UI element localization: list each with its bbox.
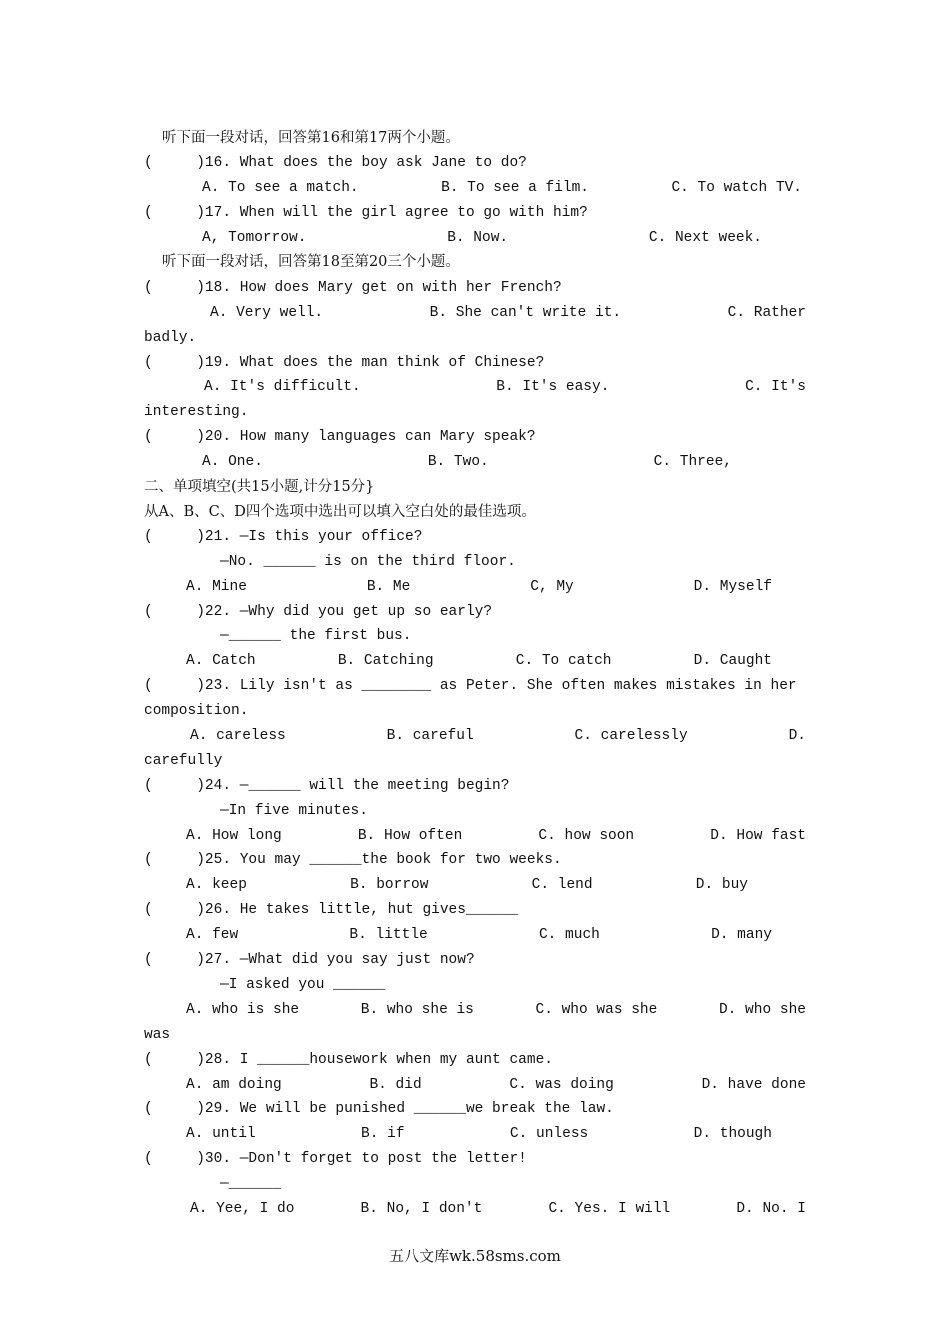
option-c: C. lend	[531, 877, 593, 893]
option-c: C. how soon	[538, 828, 635, 844]
options-21	[144, 575, 772, 599]
option-c: C. unless	[509, 1126, 589, 1142]
option-c: C. was doing	[509, 1077, 614, 1093]
option-a: A. until	[186, 1126, 256, 1142]
option-b: B. Me	[366, 579, 411, 595]
options-18	[144, 301, 806, 325]
question-22-line2: —______ the first bus.	[220, 628, 412, 644]
option-continuation: badly.	[144, 330, 197, 346]
option-c: C, My	[530, 579, 574, 595]
option-a: A. One.	[202, 454, 263, 470]
option-b: B. careful	[386, 728, 474, 744]
question-25: ( )25. You may ______the book for two weeks.	[144, 852, 562, 868]
option-b: B. She can't write it.	[429, 305, 622, 321]
option-a: A. Yee, I do	[190, 1201, 295, 1217]
options-24	[144, 824, 806, 848]
option-b: B. No, I don't	[360, 1201, 483, 1217]
option-b: B. Catching	[337, 653, 434, 669]
option-b: B. Two.	[427, 454, 489, 470]
question-27: ( )27. —What did you say just now?	[144, 952, 475, 968]
part-title: 二、单项填空(共15小题,计分15分}	[144, 479, 375, 495]
question-28: ( )28. I ______housework when my aunt came.	[144, 1052, 553, 1068]
option-d: D.	[788, 728, 806, 744]
option-continuation: was	[144, 1027, 171, 1043]
question-23: ( )23. Lily isn't as ________ as Peter. She often makes mistakes in her	[144, 678, 797, 694]
option-c: C. To watch TV.	[671, 180, 802, 196]
option-b: B. who she is	[360, 1002, 474, 1018]
option-a: A. am doing	[186, 1077, 282, 1093]
option-b: B. How often	[357, 828, 463, 844]
option-continuation: interesting.	[144, 404, 249, 420]
question-continuation: composition.	[144, 703, 249, 719]
option-a: A. keep	[186, 877, 247, 893]
option-c: C. Three,	[653, 454, 732, 470]
options-20	[144, 450, 732, 474]
option-d: D. No. I	[736, 1201, 806, 1217]
question-22: ( )22. —Why did you get up so early?	[144, 604, 493, 620]
options-28	[144, 1073, 806, 1097]
options-22	[144, 649, 772, 673]
option-d: D. have done	[701, 1077, 806, 1093]
option-a: A. who is she	[186, 1002, 300, 1018]
option-b: B. did	[369, 1077, 422, 1093]
question-27-line2: —I asked you ______	[220, 977, 386, 993]
options-29	[144, 1122, 772, 1146]
options-30	[144, 1197, 806, 1221]
option-b: B. It's easy.	[496, 379, 610, 395]
options-23	[144, 724, 806, 748]
question-24-line2: —In five minutes.	[220, 803, 368, 819]
option-continuation: carefully	[144, 753, 223, 769]
options-16	[144, 176, 802, 200]
question-16: ( )16. What does the boy ask Jane to do?	[144, 155, 527, 171]
option-a: A. Catch	[186, 653, 256, 669]
question-20: ( )20. How many languages can Mary speak?	[144, 429, 536, 445]
option-c: C. much	[538, 927, 600, 943]
option-b: B. little	[349, 927, 428, 943]
options-17	[144, 226, 762, 250]
option-a: A. few	[186, 927, 239, 943]
question-30-line2: —______	[220, 1176, 281, 1192]
option-a: A. Very well.	[210, 305, 324, 321]
option-d: D. How fast	[710, 828, 806, 844]
option-a: A. It's difficult.	[204, 379, 361, 395]
option-d: D. though	[693, 1126, 772, 1142]
option-a: A. careless	[190, 728, 286, 744]
option-d: D. buy	[695, 877, 748, 893]
question-21-line2: —No. ______ is on the third floor.	[220, 554, 516, 570]
option-b: B. borrow	[350, 877, 429, 893]
options-19	[144, 375, 806, 399]
option-c: C. Next week.	[648, 230, 762, 246]
option-a: A. Mine	[186, 579, 247, 595]
option-c: C. Yes. I will	[548, 1201, 671, 1217]
option-a: A. How long	[186, 828, 282, 844]
option-c: C. It's	[745, 379, 806, 395]
options-27	[144, 998, 806, 1022]
option-a: A, Tomorrow.	[202, 230, 307, 246]
option-d: D. Caught	[693, 653, 772, 669]
question-21: ( )21. —Is this your office?	[144, 529, 423, 545]
question-19: ( )19. What does the man think of Chinese?	[144, 355, 545, 371]
option-c: C. who was she	[535, 1002, 658, 1018]
question-29: ( )29. We will be punished ______we break the law.	[144, 1101, 614, 1117]
question-17: ( )17. When will the girl agree to go with him?	[144, 205, 588, 221]
question-24: ( )24. —______ will the meeting begin?	[144, 778, 510, 794]
question-18: ( )18. How does Mary get on with her French?	[144, 280, 562, 296]
question-26: ( )26. He takes little, hut gives______	[144, 902, 519, 918]
section-heading: 听下面一段对话，回答第18至第20三个小题。	[162, 254, 460, 270]
section-heading: 听下面一段对话，回答第16和第17两个小题。	[162, 130, 460, 146]
page-footer: 五八文库wk.58sms.com	[389, 1247, 561, 1265]
option-d: D. Myself	[693, 579, 772, 595]
option-d: D. who she	[718, 1002, 806, 1018]
option-c: C. To catch	[515, 653, 612, 669]
part-instructions: 从A、B、C、D四个选项中选出可以填入空白处的最佳选项。	[144, 504, 536, 520]
option-a: A. To see a match.	[202, 180, 359, 196]
option-c: C. carelessly	[574, 728, 688, 744]
option-d: D. many	[711, 927, 772, 943]
question-30: ( )30. —Don't forget to post the letter!	[144, 1151, 527, 1167]
options-25	[144, 873, 748, 897]
options-26	[144, 923, 772, 947]
option-b: B. if	[361, 1126, 405, 1142]
option-b: B. Now.	[447, 230, 509, 246]
option-c: C. Rather	[727, 305, 806, 321]
option-b: B. To see a film.	[441, 180, 590, 196]
